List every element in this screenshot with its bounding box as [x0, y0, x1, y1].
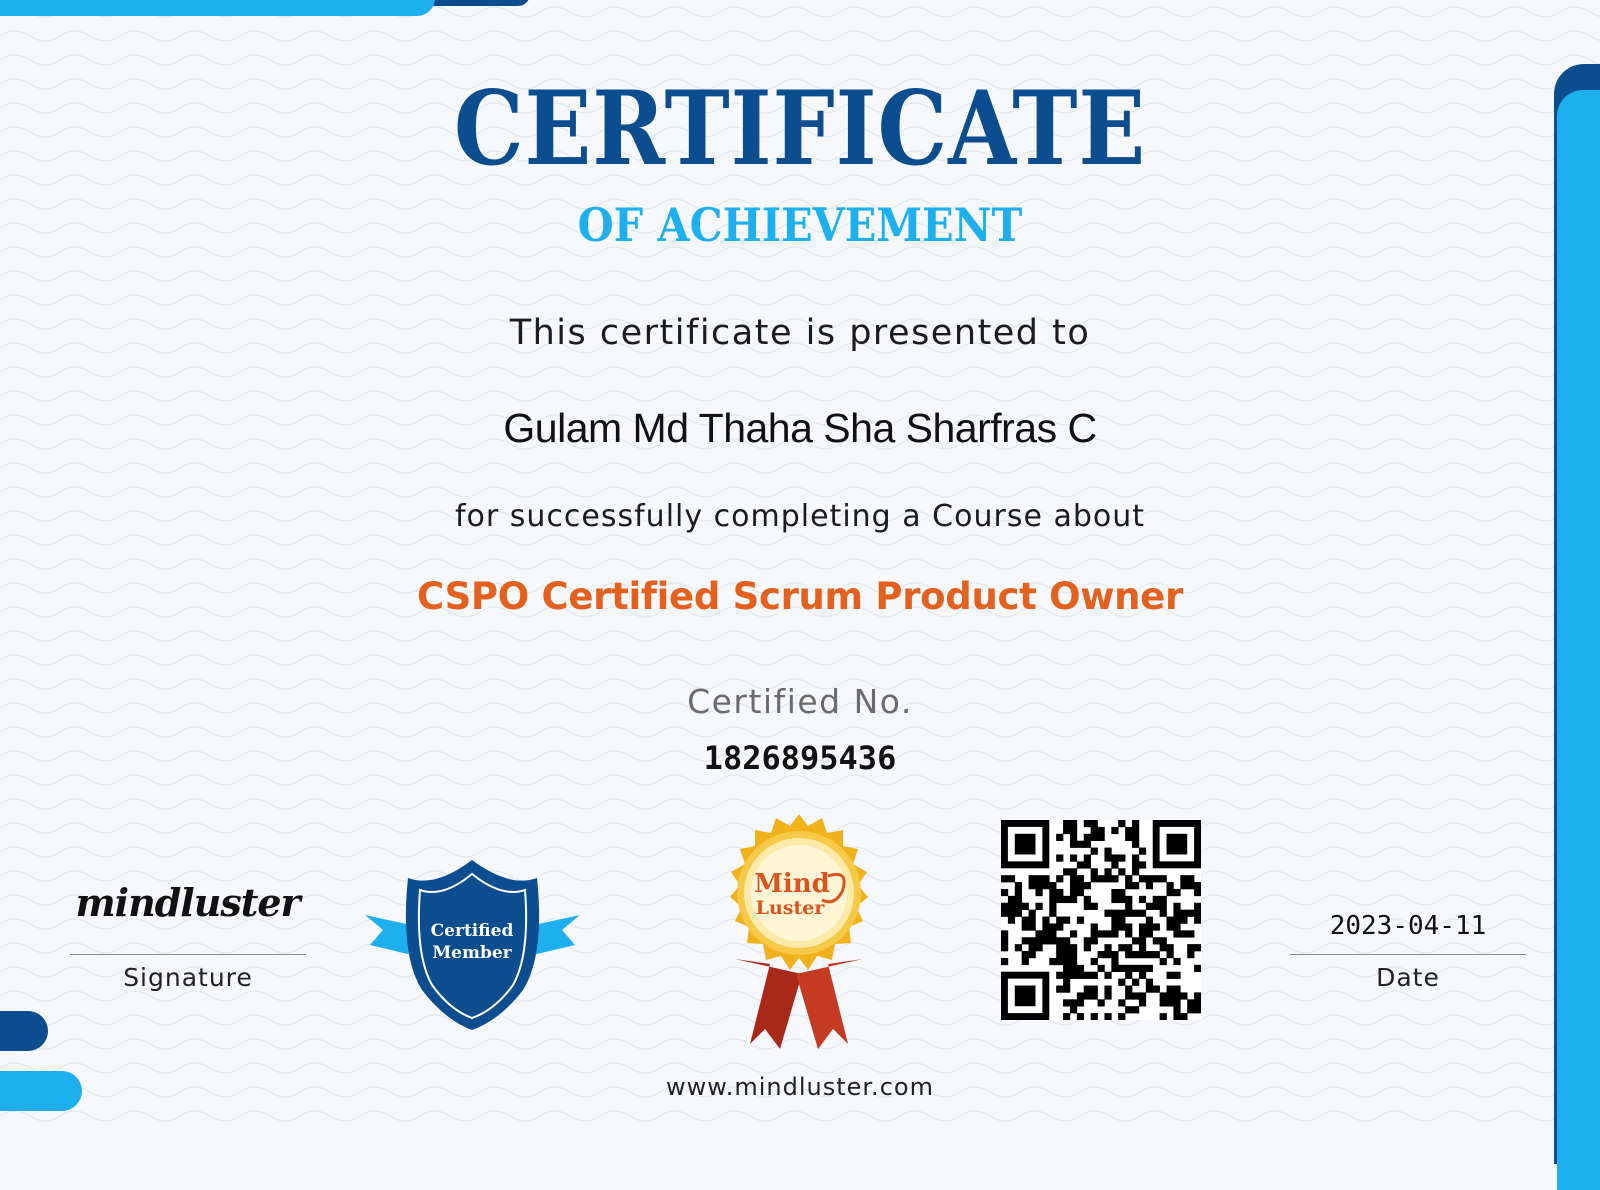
- completion-text: for successfully completing a Course about: [454, 499, 1146, 534]
- gold-seal-icon: [710, 814, 888, 1059]
- date-value: 2023-04-11: [1329, 911, 1487, 941]
- date-line: [1290, 954, 1526, 955]
- certified-number: 1826895436: [703, 739, 897, 777]
- recipient-name: Gulam Md Thaha Sha Sharfras C: [503, 405, 1097, 451]
- certificate-title: CERTIFICATE: [453, 69, 1147, 189]
- badge-line2: Member: [432, 943, 512, 963]
- top-decor-bar-light: [0, 0, 435, 16]
- shield-badge-icon: [365, 860, 580, 1030]
- presented-to-text: This certificate is presented to: [509, 313, 1091, 353]
- certified-no-label: Certified No.: [687, 682, 913, 721]
- seal-line2: Luster: [755, 897, 825, 919]
- certificate-subtitle: OF ACHIEVEMENT: [577, 198, 1023, 252]
- signature-script: mindluster: [75, 880, 300, 925]
- qr-code-icon: [1001, 820, 1201, 1020]
- date-label: Date: [1376, 963, 1440, 992]
- signature-label: Signature: [123, 963, 253, 992]
- left-decor-pill-dark: [0, 1011, 48, 1051]
- right-decor-bar-light: [1557, 90, 1600, 1190]
- badge-line1: Certified: [430, 921, 514, 941]
- course-name: CSPO Certified Scrum Product Owner: [417, 575, 1183, 618]
- website-url: www.mindluster.com: [666, 1073, 934, 1101]
- seal-line1: Mind: [754, 869, 830, 899]
- signature-line: [70, 954, 306, 955]
